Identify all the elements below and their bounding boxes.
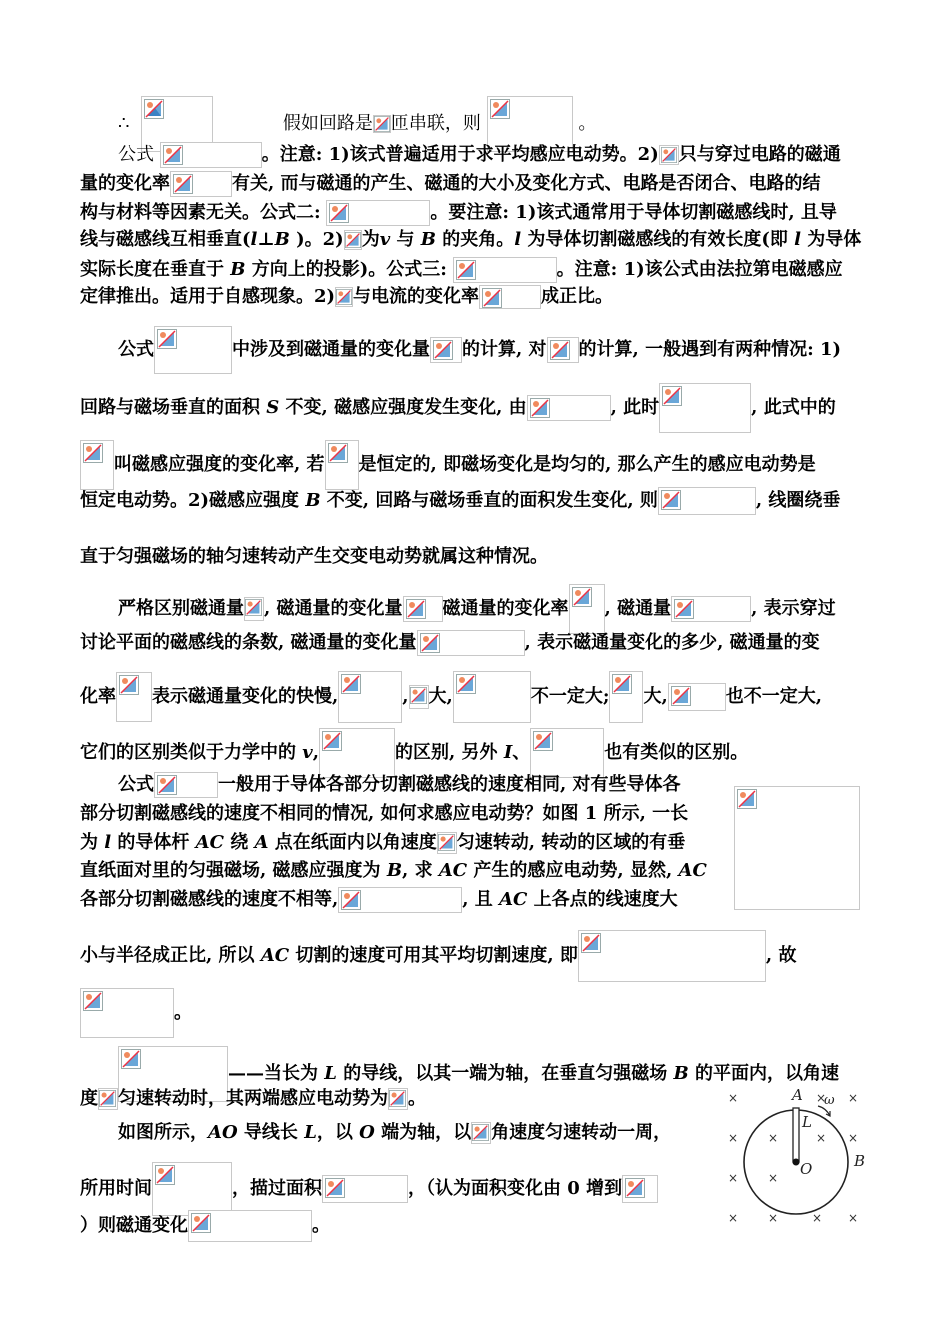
text: 恒定电动势。2)磁感应强度 xyxy=(80,490,306,511)
label-omega: ω xyxy=(824,1093,835,1108)
text: , 此式中的 xyxy=(751,397,836,418)
broken-image-icon xyxy=(173,174,193,194)
formula-image xyxy=(322,1175,408,1203)
text: 的平面内，以角速 xyxy=(688,1063,839,1084)
label-L: L xyxy=(802,1113,812,1131)
text: B xyxy=(673,1063,689,1084)
broken-image-icon xyxy=(490,99,510,119)
text: 成正比。 xyxy=(541,286,614,307)
text: 。 xyxy=(174,1002,192,1023)
para3-line5 xyxy=(80,545,548,569)
therefore-symbol: ∴ xyxy=(118,113,130,134)
text: 切割的速度可用其平均切割速度, 即 xyxy=(289,945,578,966)
para2-line5 xyxy=(80,257,843,283)
text: 不变, 回路与磁场垂直的面积发生变化, 则 xyxy=(320,490,658,511)
text: A xyxy=(254,832,269,853)
formula-image xyxy=(98,1088,118,1110)
text: )。2) xyxy=(289,229,344,250)
text: 的计算, 一般遇到有两种情况: 1) xyxy=(578,339,842,360)
text: 叫磁感应强度的变化率, 若 xyxy=(114,454,325,475)
text: ，描过面积 xyxy=(232,1178,322,1199)
text: 点在纸面内以角速度 xyxy=(268,832,437,853)
formula-image xyxy=(403,596,443,622)
field-cross: × xyxy=(848,1091,859,1105)
text: , xyxy=(312,742,320,763)
text: AC xyxy=(678,860,707,881)
broken-image-icon xyxy=(533,731,553,751)
formula-image xyxy=(170,171,232,197)
field-cross: × xyxy=(768,1171,779,1185)
para2-line6 xyxy=(80,285,613,309)
formula-image xyxy=(116,672,152,722)
text: 假如回路是 xyxy=(282,113,373,134)
text: ⊥ xyxy=(257,229,275,250)
formula-image xyxy=(80,988,174,1038)
broken-image-icon xyxy=(456,674,476,694)
text: 的区别, 另外 xyxy=(395,742,504,763)
text: , 且 xyxy=(462,889,500,910)
broken-image-icon xyxy=(191,1213,211,1233)
broken-image-icon xyxy=(482,288,502,308)
broken-image-icon xyxy=(661,490,681,510)
text: , xyxy=(402,686,409,707)
broken-image-icon xyxy=(245,599,262,616)
para2-line1 xyxy=(118,142,841,168)
broken-image-icon xyxy=(433,340,453,360)
text: 磁通量的变化率 xyxy=(442,598,569,619)
text: 。注意: 1)该式普遍适用于求平均感应电动势。2) xyxy=(261,144,659,165)
broken-image-icon xyxy=(144,99,164,119)
broken-image-icon xyxy=(325,1178,345,1198)
para5-line4 xyxy=(80,859,707,883)
formula-image xyxy=(479,285,541,309)
formula-image xyxy=(530,728,604,778)
field-cross: × xyxy=(816,1091,827,1105)
broken-image-icon xyxy=(99,1090,116,1107)
text: 。注意: 1)该公式由法拉第电磁感应 xyxy=(556,259,843,280)
text: 产生的感应电动势, 显然, xyxy=(467,860,679,881)
text: O xyxy=(359,1122,375,1143)
broken-image-icon xyxy=(581,933,601,953)
formula-image xyxy=(325,440,359,490)
para7-line1 xyxy=(118,1121,671,1145)
formula-image xyxy=(659,383,751,433)
text: , 故 xyxy=(765,945,797,966)
text: 。 xyxy=(408,1088,426,1109)
text: 大, xyxy=(428,686,453,707)
formula-image xyxy=(658,487,756,515)
field-cross: × xyxy=(848,1131,859,1145)
formula-image xyxy=(471,1122,491,1144)
para5-line3 xyxy=(80,831,685,855)
broken-image-icon xyxy=(410,687,427,704)
broken-image-icon xyxy=(438,834,455,851)
text: 与电流的变化率 xyxy=(353,286,480,307)
text: 也不一定大, xyxy=(725,686,823,707)
text: 大, xyxy=(643,686,668,707)
formula-image xyxy=(373,115,391,133)
text: l xyxy=(794,229,801,250)
field-cross: × xyxy=(816,1131,827,1145)
text: , 求 xyxy=(402,860,439,881)
text: 角速度匀速转动一周， xyxy=(491,1122,672,1143)
text: 如图所示， xyxy=(118,1122,208,1143)
text: ）则磁通变化 xyxy=(80,1215,188,1236)
formula-image xyxy=(622,1175,658,1203)
broken-image-icon xyxy=(345,232,361,248)
broken-image-icon xyxy=(389,1090,406,1107)
text: l xyxy=(104,832,112,853)
text: ——当长为 xyxy=(228,1063,325,1084)
para4-line1 xyxy=(118,584,836,634)
broken-image-icon xyxy=(456,260,476,280)
text: 。 xyxy=(312,1215,330,1236)
broken-image-icon xyxy=(322,731,342,751)
label-B: B xyxy=(854,1152,866,1170)
formula-image xyxy=(244,597,264,621)
text: 部分切割磁感线的速度不相同的情况, 如何求感应电动势？如图 1 所示, 一长 xyxy=(80,803,689,824)
text: 小与半径成正比, 所以 xyxy=(80,945,261,966)
text: B xyxy=(274,229,290,250)
text: AO xyxy=(208,1122,238,1143)
formula-image xyxy=(319,728,395,778)
broken-image-icon xyxy=(420,633,440,653)
text: L xyxy=(324,1063,337,1084)
text: 的夹角。 xyxy=(435,229,515,250)
formula-image xyxy=(80,440,114,490)
broken-image-icon xyxy=(671,686,691,706)
broken-image-icon xyxy=(572,587,592,607)
broken-image-icon xyxy=(341,890,361,910)
text: 端为轴，以 xyxy=(374,1122,472,1143)
broken-image-icon xyxy=(83,443,103,463)
para6-line2 xyxy=(80,1087,426,1111)
text: L xyxy=(304,1122,317,1143)
broken-image-icon xyxy=(157,329,177,349)
text: l xyxy=(250,229,258,250)
para5-line5 xyxy=(80,887,678,913)
label-A: A xyxy=(792,1086,803,1104)
text: 量的变化率 xyxy=(80,173,170,194)
text: 匀速转动, 转动的区域的有垂 xyxy=(456,832,686,853)
para3-line4 xyxy=(80,487,840,515)
para7-line2 xyxy=(80,1162,658,1216)
formula-image xyxy=(338,671,402,723)
para5-line6 xyxy=(80,930,796,982)
text: 它们的区别类似于力学中的 xyxy=(80,742,303,763)
formula-image xyxy=(338,887,462,913)
text: 直于匀强磁场的轴匀速转动产生交变电动势就属这种情况。 xyxy=(80,546,548,567)
formula-image xyxy=(547,337,579,363)
text: 为导体 xyxy=(800,229,862,250)
formula-image xyxy=(154,326,232,374)
text: AC xyxy=(499,889,528,910)
text: 公式 xyxy=(118,774,154,795)
text: 为 xyxy=(361,229,380,250)
text: l xyxy=(514,229,522,250)
text: 的导线，以其一端为轴，在垂直匀强磁场 xyxy=(336,1063,674,1084)
para5-line7 xyxy=(80,988,192,1038)
formula-image xyxy=(326,200,430,226)
broken-image-icon xyxy=(329,203,349,223)
formula-image xyxy=(609,671,643,723)
text: 不一定大; xyxy=(530,686,610,707)
text: B xyxy=(230,259,246,280)
text: 有关, 而与磁通的产生、磁通的大小及变化方式、电路是否闭合、电路的结 xyxy=(232,173,821,194)
text: 为 xyxy=(80,832,105,853)
formula-image xyxy=(344,230,362,250)
formula-image xyxy=(569,584,605,634)
formula-image xyxy=(335,287,353,307)
para4-line3 xyxy=(80,671,822,723)
broken-image-icon xyxy=(374,116,390,132)
text: S xyxy=(266,397,280,418)
text: 。要注意: 1)该式通常用于导体切割磁感线时, 且导 xyxy=(430,202,837,223)
broken-image-icon xyxy=(737,789,757,809)
text: 一般用于导体各部分切割磁感线的速度相同, 对有些导体各 xyxy=(218,774,681,795)
field-cross: × xyxy=(848,1211,859,1225)
para2-line2 xyxy=(80,171,821,197)
broken-image-icon xyxy=(530,398,550,418)
text: 不变, 磁感应强度发生变化, 由 xyxy=(279,397,527,418)
text: 为导体切割磁感线的有效长度(即 xyxy=(521,229,795,250)
text: B xyxy=(420,229,436,250)
formula-image xyxy=(152,1162,232,1216)
para2-line3 xyxy=(80,200,837,226)
text: 绕 xyxy=(223,832,255,853)
field-cross: × xyxy=(812,1211,823,1225)
text: 。 xyxy=(578,113,597,134)
field-cross: × xyxy=(728,1171,739,1185)
text: 增到 xyxy=(579,1178,623,1199)
formula-image xyxy=(659,145,679,165)
text: 的计算, 对 xyxy=(462,339,547,360)
broken-image-icon xyxy=(341,674,361,694)
formula-image xyxy=(578,930,766,982)
broken-image-icon xyxy=(472,1124,489,1141)
text: 是恒定的, 即磁场变化是均匀的, 那么产生的感应电动势是 xyxy=(358,454,816,475)
formula-image xyxy=(409,685,429,709)
broken-image-icon xyxy=(163,145,183,165)
formula-image xyxy=(430,337,462,363)
broken-image-icon xyxy=(119,675,139,695)
rotating-rod-figure xyxy=(722,1082,882,1232)
text: 也有类似的区别。 xyxy=(604,742,749,763)
formula-image xyxy=(154,772,218,798)
text: AC xyxy=(195,832,224,853)
broken-image-icon xyxy=(662,386,682,406)
text: 各部分切割磁感线的速度不相等, xyxy=(80,889,339,910)
text: 化率 xyxy=(80,686,116,707)
text: 实际长度在垂直于 xyxy=(80,259,231,280)
para3-line2 xyxy=(80,383,836,433)
text: AC xyxy=(438,860,468,881)
broken-image-icon xyxy=(612,674,632,694)
text: 回路与磁场垂直的面积 xyxy=(80,397,267,418)
field-cross: × xyxy=(728,1211,739,1225)
text: 与 xyxy=(390,229,421,250)
text: , 此时 xyxy=(610,397,660,418)
broken-image-icon xyxy=(155,1165,175,1185)
broken-image-icon xyxy=(674,599,694,619)
text: , 表示磁通量变化的多少, 磁通量的变 xyxy=(524,632,820,653)
formula-image xyxy=(417,630,525,656)
text: I xyxy=(503,742,513,763)
text: 、 xyxy=(512,742,531,763)
formula-image xyxy=(188,1210,312,1242)
formula-image xyxy=(671,596,751,622)
formula-image xyxy=(527,395,611,421)
text: 匀速转动时，其两端感应电动势为 xyxy=(118,1088,388,1109)
text: , 磁通量的变化量 xyxy=(264,598,403,619)
broken-image-icon xyxy=(406,599,426,619)
text: , 磁通量 xyxy=(604,598,672,619)
para4-line2 xyxy=(80,630,820,656)
formula-image xyxy=(453,257,557,283)
text: 所用时间 xyxy=(80,1178,152,1199)
text: 直纸面对里的匀强磁场, 磁感应强度为 xyxy=(80,860,387,881)
broken-image-icon xyxy=(83,991,103,1011)
broken-image-icon xyxy=(550,340,570,360)
text: 公式 xyxy=(118,339,154,360)
formula-image xyxy=(453,671,531,723)
broken-image-icon xyxy=(157,775,177,795)
field-cross: × xyxy=(768,1131,779,1145)
text: 导线长 xyxy=(237,1122,305,1143)
figure1-image xyxy=(734,786,860,910)
broken-image-icon xyxy=(625,1178,645,1198)
para7-line3 xyxy=(80,1210,330,1242)
para5-line2 xyxy=(80,802,688,826)
text: B xyxy=(386,860,403,881)
para2-line4 xyxy=(80,228,861,252)
text: 只与穿过电路的磁通 xyxy=(678,144,841,165)
formula-image xyxy=(437,832,457,854)
conductor-rod xyxy=(793,1108,799,1162)
text: 上各点的线速度大 xyxy=(527,889,678,910)
formula-image xyxy=(668,683,726,711)
text: 公式 xyxy=(118,144,154,165)
label-O: O xyxy=(800,1160,813,1178)
text: 讨论平面的磁感线的条数, 磁通量的变化量 xyxy=(80,632,417,653)
pivot-point xyxy=(793,1159,800,1166)
text: 的导体杆 xyxy=(111,832,196,853)
formula-image xyxy=(388,1088,408,1110)
text: 定律推出。适用于自感现象。2) xyxy=(80,286,336,307)
text: AC xyxy=(260,945,290,966)
para5-line1 xyxy=(118,772,681,798)
para4-line4 xyxy=(80,728,748,778)
para3-line3 xyxy=(80,440,816,490)
field-cross: × xyxy=(728,1131,739,1145)
text: 线与磁感线互相垂直( xyxy=(80,229,251,250)
text: B xyxy=(305,490,321,511)
text: 构与材料等因素无关。公式二: xyxy=(80,202,321,223)
broken-image-icon xyxy=(661,147,677,163)
text: v xyxy=(379,229,391,250)
broken-image-icon xyxy=(328,443,348,463)
para3-line1 xyxy=(118,326,841,374)
field-cross: × xyxy=(768,1211,779,1225)
text: 匝串联，则 xyxy=(390,113,481,134)
text: 表示磁通量变化的快慢, xyxy=(152,686,339,707)
text: 度 xyxy=(80,1088,98,1109)
text: 中涉及到磁通量的变化量 xyxy=(232,339,430,360)
text: , 线圈绕垂 xyxy=(755,490,841,511)
text: 严格区别磁通量 xyxy=(118,598,244,619)
text: , 表示穿过 xyxy=(751,598,836,619)
broken-image-icon xyxy=(121,1049,141,1069)
text: 0 xyxy=(567,1178,580,1199)
text: v xyxy=(302,742,313,763)
broken-image-icon xyxy=(336,289,352,305)
formula-image xyxy=(160,142,262,168)
text: ，（认为面积变化由 xyxy=(408,1178,568,1199)
text: ，以 xyxy=(316,1122,360,1143)
text: 方向上的投影)。公式三: xyxy=(245,259,447,280)
field-cross: × xyxy=(728,1091,739,1105)
